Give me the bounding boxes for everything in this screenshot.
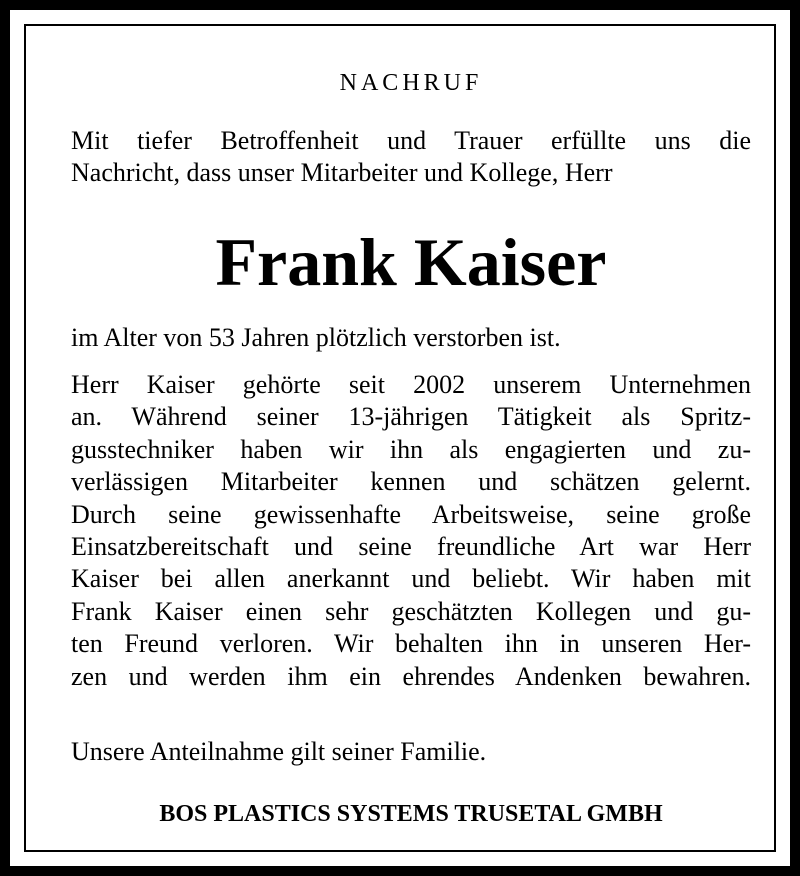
body-paragraph <box>71 369 751 693</box>
body-line: Kaiser bei allen anerkannt und beliebt. Wir haben mit <box>71 564 751 594</box>
intro-line: Nachricht, dass unser Mitarbeiter und Kollege, Herr <box>71 158 613 187</box>
intro-line: Mit tiefer Betroffenheit und Trauer erfüllte uns die <box>71 126 751 155</box>
body-line: verlässigen Mitarbeiter kennen und schätzen gelernt. <box>71 467 751 497</box>
body-line: ten Freund verloren. Wir behalten ihn in unseren Her- <box>71 629 751 659</box>
sympathy-line: Unsere Anteilnahme gilt seiner Familie. <box>71 737 487 766</box>
company-signature: BOS PLASTICS SYSTEMS TRUSETAL GMBH <box>159 801 663 827</box>
body-line: Einsatzbereitschaft und seine freundliche Art war Herr <box>71 531 751 561</box>
age-line: im Alter von 53 Jahren plötzlich verstorben ist. <box>71 323 561 352</box>
body-line: Frank Kaiser einen sehr geschätzten Kollegen und gu- <box>71 596 751 626</box>
body-line: zen und werden ihm ein ehrendes Andenken bewahren. <box>71 661 751 691</box>
body-line: Durch seine gewissenhafte Arbeitsweise, seine große <box>71 499 751 529</box>
body-line: an. Während seiner 13-jährigen Tätigkeit als Spritz- <box>71 402 751 432</box>
notice-heading: NACHRUF <box>339 70 483 96</box>
body-line: Herr Kaiser gehörte seit 2002 unserem Unternehmen <box>71 370 751 399</box>
body-line: gusstechniker haben wir ihn als engagierten und zu- <box>71 434 751 464</box>
deceased-name: Frank Kaiser <box>215 224 607 300</box>
intro-paragraph <box>71 125 751 189</box>
